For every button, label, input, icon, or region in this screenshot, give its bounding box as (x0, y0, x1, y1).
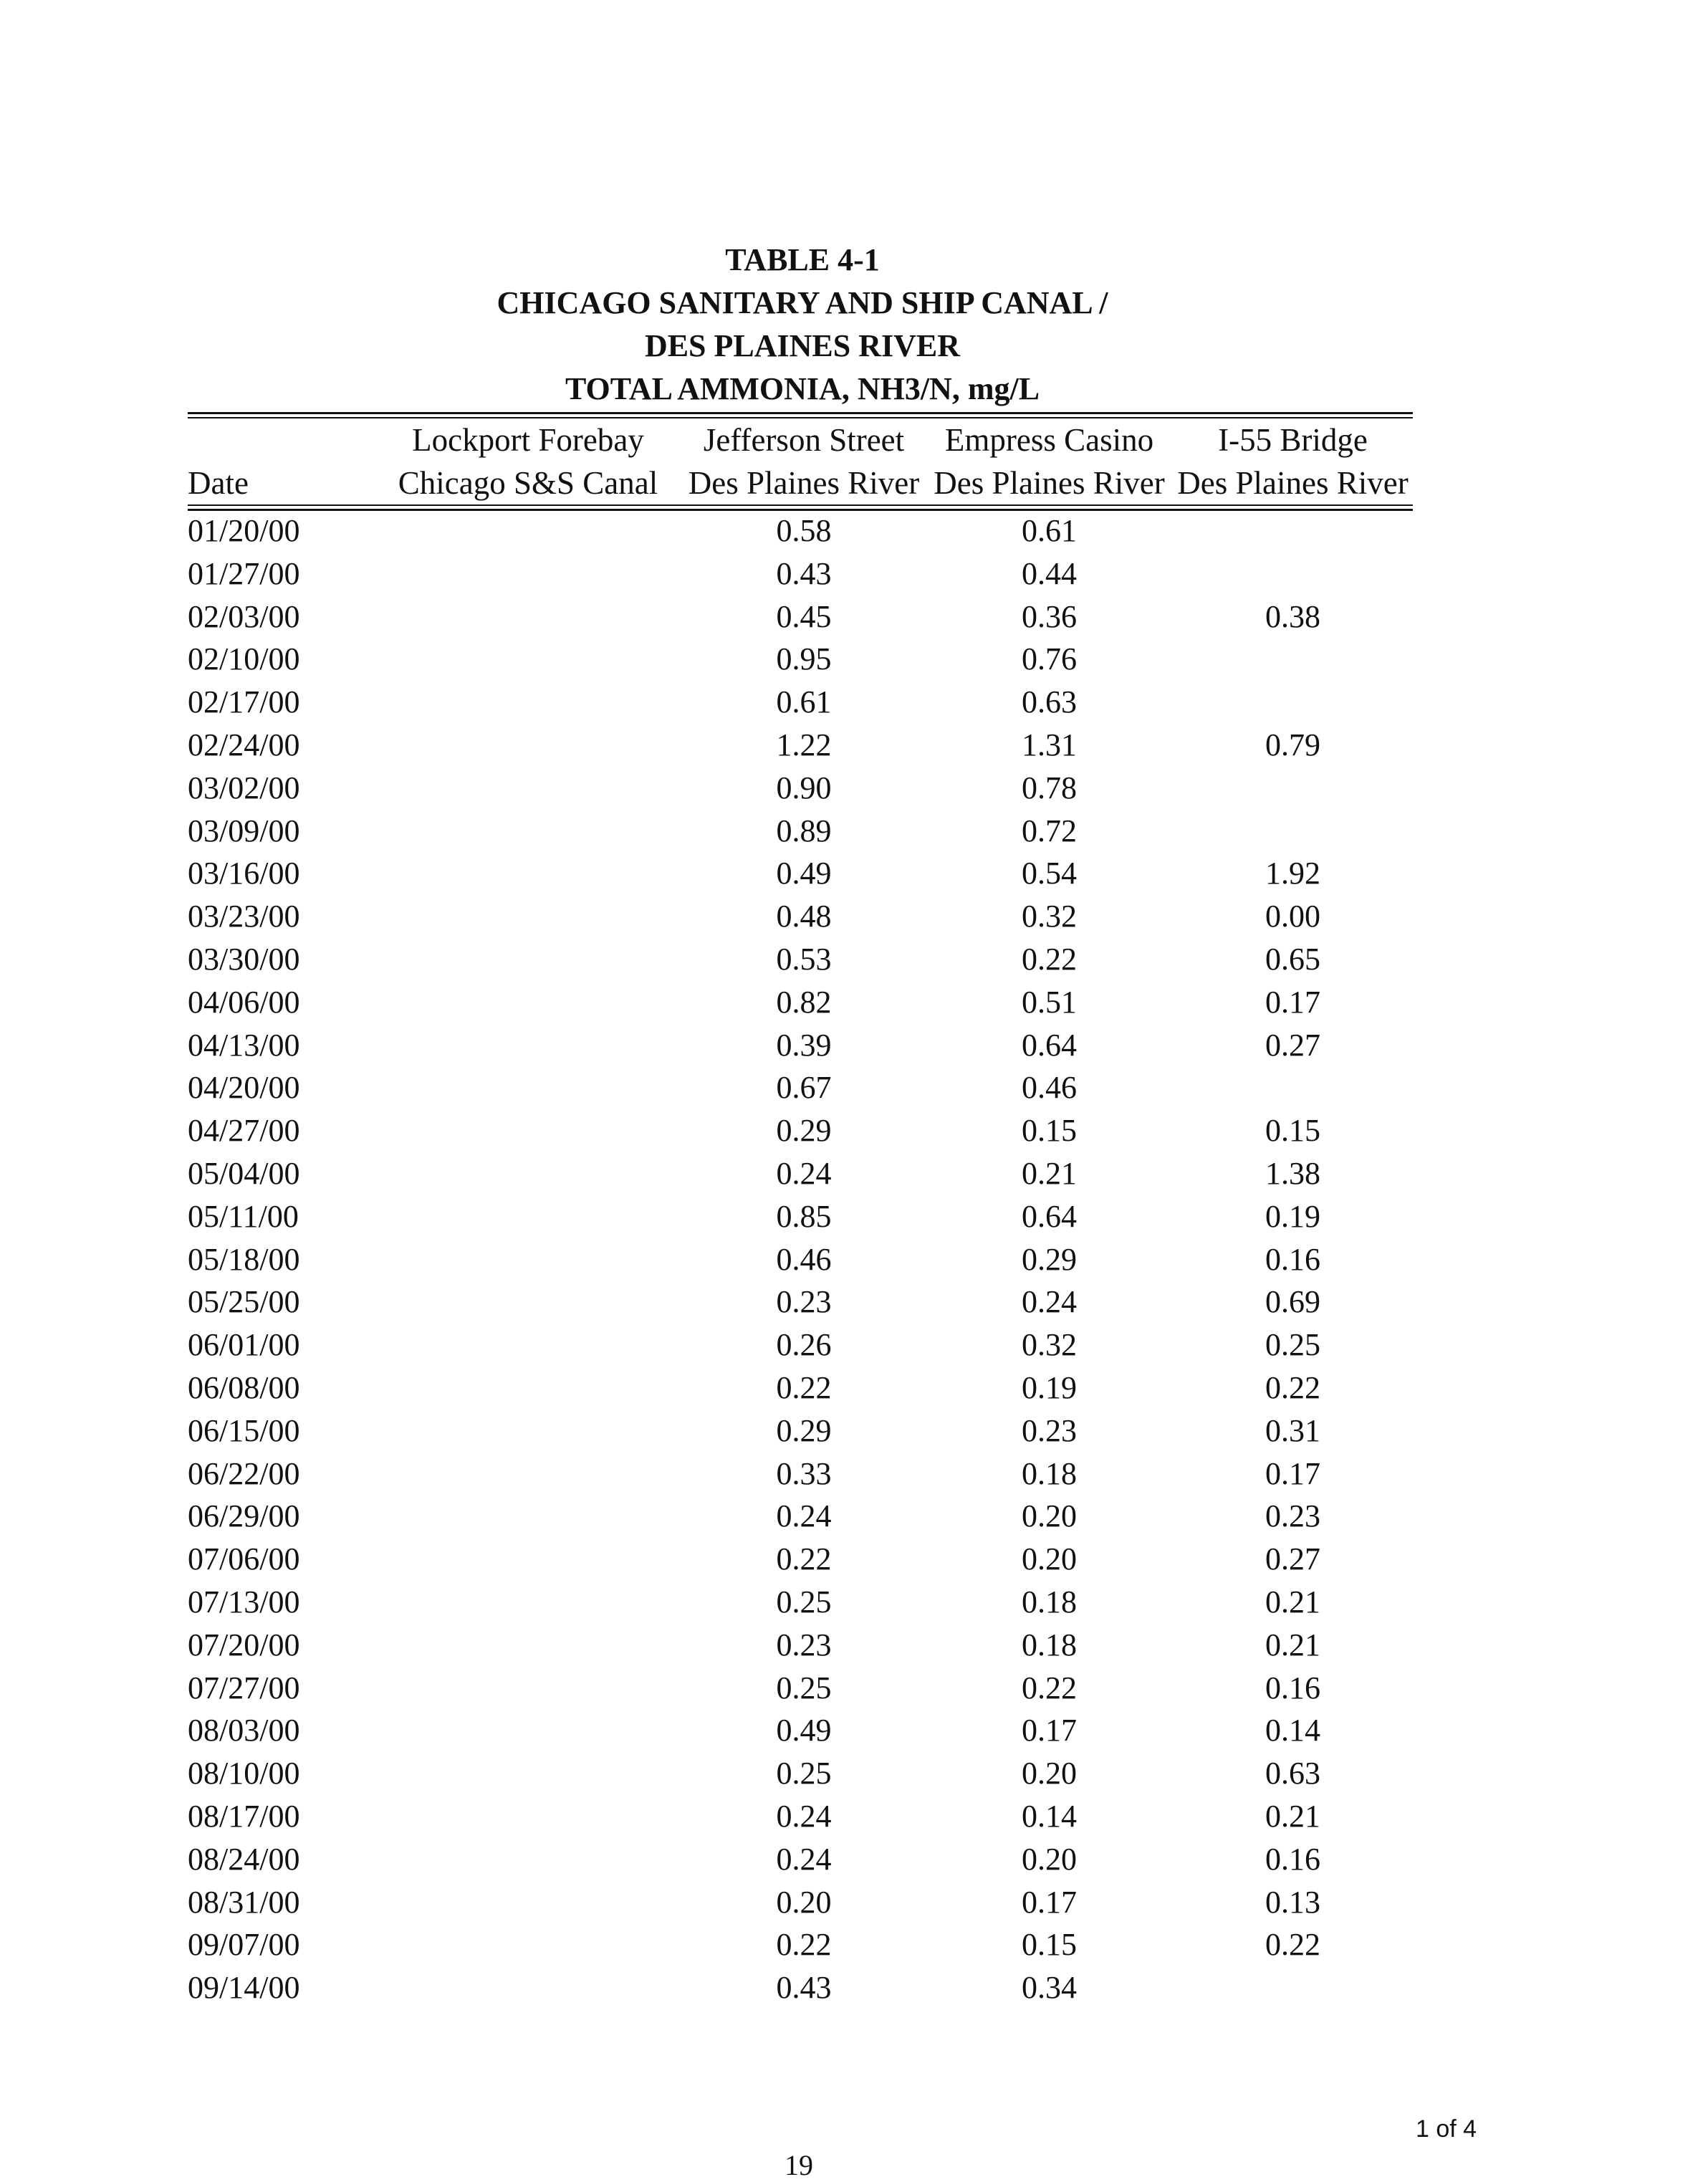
table-row (188, 1834, 1413, 1877)
header-i55-bridge: I-55 Bridge Des Plaines River (1177, 422, 1409, 501)
cell-date: 03/09/00 (188, 813, 300, 848)
cell-empress-casino: 0.15 (1022, 1113, 1077, 1149)
cell-i55-bridge: 0.16 (1265, 1841, 1320, 1877)
cell-date: 02/03/00 (188, 598, 300, 634)
table-row (188, 548, 1413, 591)
cell-jefferson-street: 0.25 (776, 1584, 832, 1619)
cell-date: 04/27/00 (188, 1113, 300, 1149)
cell-i55-bridge: 0.65 (1265, 941, 1320, 977)
cell-empress-casino: 0.76 (1022, 641, 1077, 677)
cell-date: 05/11/00 (188, 1198, 299, 1234)
cell-jefferson-street: 1.22 (776, 727, 832, 762)
table-row (188, 1276, 1413, 1319)
cell-jefferson-street: 0.67 (776, 1070, 832, 1106)
cell-empress-casino: 0.72 (1022, 813, 1077, 848)
cell-date: 03/23/00 (188, 899, 300, 934)
cell-jefferson-street: 0.20 (776, 1884, 832, 1920)
table-title-line-2: CHICAGO SANITARY AND SHIP CANAL / (496, 285, 1108, 320)
table-row (188, 1234, 1413, 1277)
cell-date: 09/14/00 (188, 1970, 300, 2006)
cell-date: 04/13/00 (188, 1027, 300, 1063)
cell-jefferson-street: 0.25 (776, 1756, 832, 1791)
cell-empress-casino: 0.78 (1022, 770, 1077, 805)
cell-jefferson-street: 0.22 (776, 1927, 832, 1963)
table-row (188, 1962, 1413, 2005)
cell-i55-bridge: 0.16 (1265, 1670, 1320, 1705)
cell-i55-bridge: 0.15 (1265, 1113, 1320, 1149)
cell-date: 06/01/00 (188, 1327, 300, 1363)
table-row (188, 1191, 1413, 1234)
cell-jefferson-street: 0.82 (776, 984, 832, 1020)
cell-jefferson-street: 0.46 (776, 1241, 832, 1277)
cell-date: 03/02/00 (188, 770, 300, 805)
cell-date: 02/24/00 (188, 727, 300, 762)
header-lockport-forebay: Lockport Forebay Chicago S&S Canal (398, 422, 658, 501)
cell-jefferson-street: 0.89 (776, 813, 832, 848)
cell-empress-casino: 0.63 (1022, 684, 1077, 720)
cell-empress-casino: 0.15 (1022, 1927, 1077, 1963)
cell-empress-casino: 0.17 (1022, 1884, 1077, 1920)
table-row (188, 1319, 1413, 1362)
table-row (188, 1919, 1413, 1962)
cell-jefferson-street: 0.25 (776, 1670, 832, 1705)
table-row (188, 1705, 1413, 1748)
cell-jefferson-street: 0.43 (776, 555, 832, 591)
cell-date: 08/24/00 (188, 1841, 300, 1877)
cell-empress-casino: 0.24 (1022, 1284, 1077, 1320)
cell-jefferson-street: 0.39 (776, 1027, 832, 1063)
cell-i55-bridge: 0.13 (1265, 1884, 1320, 1920)
cell-empress-casino: 0.22 (1022, 1670, 1077, 1705)
table-row (188, 1362, 1413, 1405)
cell-jefferson-street: 0.24 (776, 1498, 832, 1534)
table-row (188, 934, 1413, 977)
cell-jefferson-street: 0.24 (776, 1841, 832, 1877)
cell-i55-bridge: 0.27 (1265, 1027, 1320, 1063)
page-number: 19 (785, 2149, 813, 2181)
cell-jefferson-street: 0.23 (776, 1284, 832, 1320)
cell-empress-casino: 0.20 (1022, 1756, 1077, 1791)
cell-jefferson-street: 0.29 (776, 1113, 832, 1149)
cell-jefferson-street: 0.26 (776, 1327, 832, 1363)
cell-empress-casino: 0.54 (1022, 856, 1077, 891)
cell-jefferson-street: 0.49 (776, 1713, 832, 1748)
cell-jefferson-street: 0.24 (776, 1798, 832, 1834)
cell-jefferson-street: 0.23 (776, 1627, 832, 1662)
table-row (188, 719, 1413, 762)
cell-i55-bridge: 0.31 (1265, 1412, 1320, 1448)
cell-empress-casino: 0.23 (1022, 1412, 1077, 1448)
cell-jefferson-street: 0.43 (776, 1970, 832, 2006)
table-title (0, 239, 1605, 411)
top-rule (188, 412, 1413, 414)
cell-jefferson-street: 0.85 (776, 1198, 832, 1234)
cell-empress-casino: 0.14 (1022, 1798, 1077, 1834)
table-row (188, 1619, 1413, 1662)
table-row (188, 1148, 1413, 1191)
cell-i55-bridge: 0.79 (1265, 727, 1320, 762)
cell-empress-casino: 0.18 (1022, 1627, 1077, 1662)
cell-empress-casino: 0.20 (1022, 1541, 1077, 1577)
cell-jefferson-street: 0.49 (776, 856, 832, 891)
cell-jefferson-street: 0.22 (776, 1369, 832, 1405)
cell-i55-bridge: 0.69 (1265, 1284, 1320, 1320)
cell-date: 01/27/00 (188, 555, 300, 591)
cell-empress-casino: 0.64 (1022, 1027, 1077, 1063)
table-row (188, 1405, 1413, 1448)
table-row (188, 1020, 1413, 1063)
table-row (188, 1748, 1413, 1791)
cell-empress-casino: 0.21 (1022, 1155, 1077, 1191)
cell-i55-bridge: 0.21 (1265, 1627, 1320, 1662)
table-row (188, 1791, 1413, 1834)
table-row (188, 848, 1413, 891)
cell-date: 08/17/00 (188, 1798, 300, 1834)
cell-date: 07/20/00 (188, 1627, 300, 1662)
cell-i55-bridge: 0.27 (1265, 1541, 1320, 1577)
cell-date: 07/27/00 (188, 1670, 300, 1705)
cell-jefferson-street: 0.90 (776, 770, 832, 805)
cell-i55-bridge: 0.25 (1265, 1327, 1320, 1363)
header-empress-casino: Empress Casino Des Plaines River (934, 422, 1165, 501)
cell-date: 08/31/00 (188, 1884, 300, 1920)
cell-i55-bridge: 0.21 (1265, 1798, 1320, 1834)
header-jefferson-street: Jefferson Street Des Plaines River (688, 422, 920, 501)
cell-empress-casino: 1.31 (1022, 727, 1077, 762)
cell-date: 06/15/00 (188, 1412, 300, 1448)
cell-i55-bridge: 0.17 (1265, 1455, 1320, 1491)
cell-jefferson-street: 0.24 (776, 1155, 832, 1191)
cell-jefferson-street: 0.58 (776, 513, 832, 548)
cell-jefferson-street: 0.29 (776, 1412, 832, 1448)
table-row (188, 1105, 1413, 1148)
cell-empress-casino: 0.32 (1022, 1327, 1077, 1363)
cell-i55-bridge: 1.38 (1265, 1155, 1320, 1191)
table-row (188, 762, 1413, 805)
table-row (188, 676, 1413, 719)
table-header (188, 418, 1413, 504)
cell-empress-casino: 0.64 (1022, 1198, 1077, 1234)
cell-empress-casino: 0.22 (1022, 941, 1077, 977)
table-title-line-4: TOTAL AMMONIA, NH3/N, mg/L (565, 371, 1040, 406)
cell-date: 01/20/00 (188, 513, 300, 548)
cell-date: 09/07/00 (188, 1927, 300, 1963)
table-row (188, 891, 1413, 934)
cell-date: 04/20/00 (188, 1070, 300, 1106)
cell-date: 08/10/00 (188, 1756, 300, 1791)
cell-date: 05/25/00 (188, 1284, 300, 1320)
table-row (188, 805, 1413, 848)
cell-i55-bridge: 0.17 (1265, 984, 1320, 1020)
cell-empress-casino: 0.51 (1022, 984, 1077, 1020)
cell-i55-bridge: 1.92 (1265, 856, 1320, 891)
cell-date: 06/29/00 (188, 1498, 300, 1534)
cell-date: 07/06/00 (188, 1541, 300, 1577)
table-row (188, 1062, 1413, 1105)
cell-i55-bridge: 0.14 (1265, 1713, 1320, 1748)
table-row (188, 1662, 1413, 1705)
cell-i55-bridge: 0.00 (1265, 899, 1320, 934)
cell-i55-bridge: 0.38 (1265, 598, 1320, 634)
cell-date: 02/17/00 (188, 684, 300, 720)
cell-empress-casino: 0.44 (1022, 555, 1077, 591)
cell-date: 05/04/00 (188, 1155, 300, 1191)
cell-empress-casino: 0.34 (1022, 1970, 1077, 2006)
cell-i55-bridge: 0.16 (1265, 1241, 1320, 1277)
table-row (188, 505, 1413, 548)
cell-empress-casino: 0.20 (1022, 1498, 1077, 1534)
cell-date: 05/18/00 (188, 1241, 300, 1277)
cell-jefferson-street: 0.33 (776, 1455, 832, 1491)
cell-date: 04/06/00 (188, 984, 300, 1020)
table-body (188, 505, 1413, 2005)
cell-empress-casino: 0.32 (1022, 899, 1077, 934)
cell-i55-bridge: 0.23 (1265, 1498, 1320, 1534)
cell-empress-casino: 0.18 (1022, 1455, 1077, 1491)
cell-empress-casino: 0.36 (1022, 598, 1077, 634)
cell-empress-casino: 0.61 (1022, 513, 1077, 548)
table-title-line-3: DES PLAINES RIVER (644, 328, 961, 363)
cell-date: 03/16/00 (188, 856, 300, 891)
table-row (188, 1533, 1413, 1576)
cell-jefferson-street: 0.61 (776, 684, 832, 720)
cell-empress-casino: 0.18 (1022, 1584, 1077, 1619)
cell-empress-casino: 0.29 (1022, 1241, 1077, 1277)
table-row (188, 977, 1413, 1020)
cell-jefferson-street: 0.48 (776, 899, 832, 934)
cell-jefferson-street: 0.22 (776, 1541, 832, 1577)
cell-i55-bridge: 0.21 (1265, 1584, 1320, 1619)
table-row (188, 633, 1413, 676)
cell-jefferson-street: 0.45 (776, 598, 832, 634)
cell-date: 08/03/00 (188, 1713, 300, 1748)
table-row (188, 591, 1413, 634)
table-row (188, 1490, 1413, 1533)
cell-i55-bridge: 0.19 (1265, 1198, 1320, 1234)
cell-jefferson-street: 0.95 (776, 641, 832, 677)
cell-empress-casino: 0.20 (1022, 1841, 1077, 1877)
table-row (188, 1877, 1413, 1920)
cell-i55-bridge: 0.63 (1265, 1756, 1320, 1791)
cell-empress-casino: 0.19 (1022, 1369, 1077, 1405)
cell-i55-bridge: 0.22 (1265, 1927, 1320, 1963)
header-date: Date (188, 465, 249, 501)
cell-jefferson-street: 0.53 (776, 941, 832, 977)
cell-date: 06/22/00 (188, 1455, 300, 1491)
table-row (188, 1576, 1413, 1619)
cell-i55-bridge: 0.22 (1265, 1369, 1320, 1405)
cell-empress-casino: 0.46 (1022, 1070, 1077, 1106)
page-fraction: 1 of 4 (1416, 2115, 1477, 2143)
cell-date: 02/10/00 (188, 641, 300, 677)
cell-date: 03/30/00 (188, 941, 300, 977)
cell-date: 06/08/00 (188, 1369, 300, 1405)
cell-date: 07/13/00 (188, 1584, 300, 1619)
cell-empress-casino: 0.17 (1022, 1713, 1077, 1748)
table-row (188, 1448, 1413, 1491)
table-number: TABLE 4-1 (725, 242, 880, 277)
